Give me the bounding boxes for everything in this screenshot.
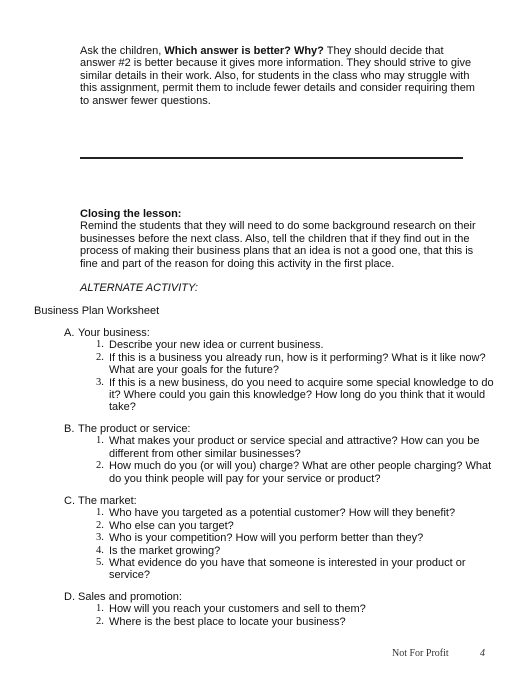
closing-heading: Closing the lesson:: [80, 208, 182, 220]
item-text: Who is your competition? How will you perform better than they?: [109, 532, 424, 545]
intro-paragraph: [80, 45, 480, 107]
section-market: [64, 495, 504, 582]
section-sales-promotion: [64, 591, 504, 628]
section-title: Sales and promotion:: [78, 591, 182, 603]
list-item: [96, 352, 504, 377]
item-number: 2.: [96, 351, 104, 363]
list-item: [96, 507, 504, 519]
list-item: [96, 616, 504, 628]
footer-text: Not For Profit: [392, 648, 449, 659]
intro-rest: They should decide that answer #2 is better because it gives more information. They should strive to give similar details in their work. Also, for students in the class who may struggle with this assignment, permit them to include fewer details and consider requiring them to answer fewer questions.: [80, 45, 475, 107]
item-number: 1.: [96, 339, 104, 351]
closing-body: Remind the students that they will need to do some background research on their businesses before the next class. Also, tell the children that if they find out in the process of making their business plans that an idea is not a good one, that this is fine and part of the reason for doing this activity in the first place.: [80, 220, 476, 270]
list-item: [96, 520, 504, 532]
horizontal-rule: [80, 157, 463, 159]
item-text: How much do you (or will you) charge? What are other people charging? What do you think people will pay for your service or product?: [109, 460, 492, 485]
item-number: 4.: [96, 544, 104, 556]
section-letter: C.: [64, 495, 75, 507]
item-number: 5.: [96, 557, 104, 569]
list-item: [96, 339, 504, 351]
page-number: 4: [480, 648, 485, 659]
item-number: 1.: [96, 507, 104, 519]
section-letter: A.: [64, 327, 75, 339]
item-number: 1.: [96, 603, 104, 615]
item-text: Who else can you target?: [109, 519, 234, 532]
closing-section: [80, 208, 480, 270]
list-item: [96, 603, 504, 615]
item-text: How will you reach your customers and sell to them?: [109, 603, 366, 616]
item-number: 1.: [96, 435, 104, 447]
item-number: 2.: [96, 460, 104, 472]
item-text: If this is a business you already run, how is it performing? What is it like now? What are your goals for the future?: [109, 351, 486, 377]
list-item: [96, 545, 504, 557]
intro-lead: Ask the children,: [80, 45, 165, 57]
intro-question: Which answer is better? Why?: [164, 45, 324, 57]
item-text: What makes your product or service special and attractive? How can you be different from other similar businesses?: [109, 435, 480, 460]
alternate-activity-heading: ALTERNATE ACTIVITY:: [80, 282, 198, 294]
section-title: Your business:: [78, 327, 150, 339]
list-item: [96, 557, 504, 582]
section-title: The market:: [78, 495, 137, 507]
section-letter: D.: [64, 591, 75, 603]
section-title: The product or service:: [78, 423, 191, 435]
list-item: [96, 532, 504, 544]
item-text: Describe your new idea or current business.: [109, 339, 324, 352]
list-item: [96, 460, 504, 485]
item-text: Where is the best place to locate your business?: [109, 615, 346, 628]
item-number: 3.: [96, 532, 104, 544]
section-your-business: [64, 327, 504, 414]
item-text: If this is a new business, do you need to acquire some special knowledge to do it? Where could you gain this knowledge? How long do you think that it would take?: [109, 376, 494, 414]
list-item: [96, 377, 504, 414]
item-text: Is the market growing?: [109, 544, 221, 557]
list-item: [96, 435, 504, 460]
section-letter: B.: [64, 423, 75, 435]
section-product-or-service: [64, 423, 504, 485]
item-number: 2.: [96, 519, 104, 531]
item-number: 2.: [96, 615, 104, 627]
item-text: What evidence do you have that someone is interested in your product or service?: [109, 557, 466, 582]
worksheet-title: Business Plan Worksheet: [34, 305, 160, 317]
item-text: Who have you targeted as a potential customer? How will they benefit?: [109, 507, 456, 520]
item-number: 3.: [96, 376, 104, 388]
